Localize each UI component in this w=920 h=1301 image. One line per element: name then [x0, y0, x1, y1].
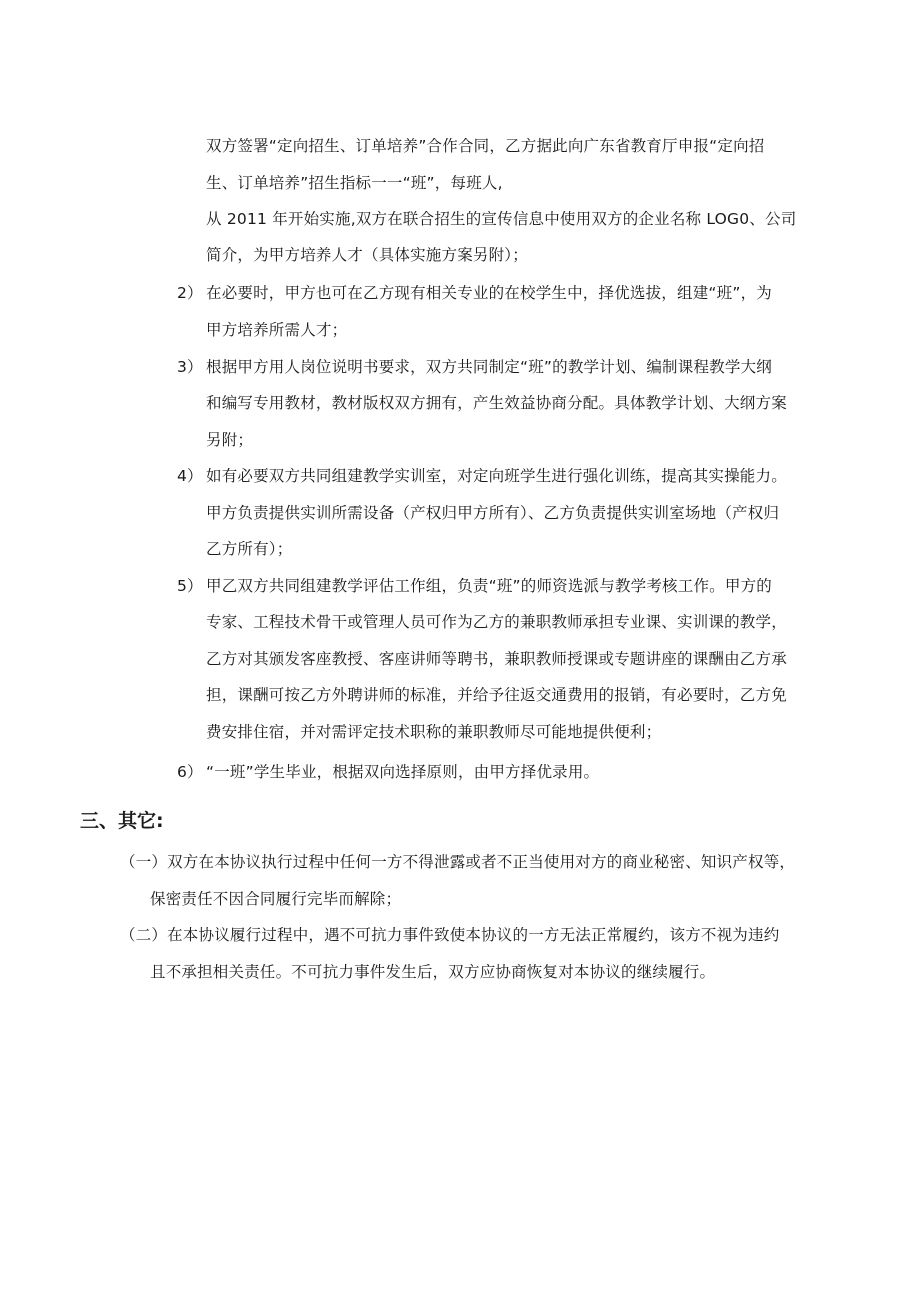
clause1-line-2: 保密责任不因合同履行完毕而解除； [150, 890, 402, 908]
item2-line-1: 在必要时，甲方也可在乙方现有相关专业的在校学生中，择优选拔，组建“班”，为 [206, 284, 772, 302]
item4-line-1: 如有必要双方共同组建教学实训室，对定向班学生进行强化训练，提高其实操能力。 [206, 467, 787, 485]
item5-line-3: 乙方对其颁发客座教授、客座讲师等聘书，兼职教师授课或专题讲座的课酬由乙方承 [206, 650, 787, 668]
section-heading: 三、其它: [80, 810, 164, 832]
item6-number: 6） [177, 763, 203, 781]
item5-line-2: 专家、工程技术骨干或管理人员可作为乙方的兼职教师承担专业课、实训课的教学， [206, 613, 787, 631]
item4-line-2: 甲方负责提供实训所需设备（产权归甲方所有）、乙方负责提供实训室场地（产权归 [206, 504, 780, 522]
item1-line-3: 从 2011 年开始实施,双方在联合招生的宣传信息中使用双方的企业名称 LOG0、公司 [206, 210, 797, 228]
item2-number: 2） [177, 284, 203, 302]
item4-line-3: 乙方所有）； [206, 540, 293, 558]
item3-line-2: 和编写专用教材，教材版权双方拥有，产生效益协商分配。具体教学计划、大纲方案 [206, 394, 787, 412]
item5-number: 5） [177, 577, 203, 595]
clause2-line-1: （二）在本协议履行过程中，遇不可抗力事件致使本协议的一方无法正常履约，该方不视为违约 [120, 926, 780, 944]
clause1-line-1: （一）双方在本协议执行过程中任何一方不得泄露或者不正当使用对方的商业秘密、知识产权等， [120, 853, 796, 871]
item3-line-3: 另附； [206, 431, 254, 449]
clause2-line-2: 且不承担相关责任。不可抗力事件发生后，双方应协商恢复对本协议的继续履行。 [150, 963, 716, 981]
item4-number: 4） [177, 467, 203, 485]
item5-line-1: 甲乙双方共同组建教学评估工作组，负责“班”的师资选派与教学考核工作。甲方的 [206, 577, 772, 595]
item3-number: 3） [177, 358, 203, 376]
item5-line-5: 费安排住宿，并对需评定技术职称的兼职教师尽可能地提供便利； [206, 723, 662, 741]
item2-line-2: 甲方培养所需人才； [206, 321, 348, 339]
item1-line-4: 简介，为甲方培养人才（具体实施方案另附）； [206, 246, 528, 264]
item6-line-1: “一班”学生毕业，根据双向选择原则，由甲方择优录用。 [206, 763, 600, 781]
item1-line-2: 生、订单培养”招生指标一一“班”，每班人, [206, 174, 503, 192]
item1-line-1: 双方签署“定向招生、订单培养”合作合同，乙方据此向广东省教育厅申报“定向招 [206, 137, 765, 155]
item3-line-1: 根据甲方用人岗位说明书要求，双方共同制定“班”的教学计划、编制课程教学大纲 [206, 358, 772, 376]
item5-line-4: 担，课酬可按乙方外聘讲师的标准，并给予往返交通费用的报销，有必要时，乙方免 [206, 686, 787, 704]
